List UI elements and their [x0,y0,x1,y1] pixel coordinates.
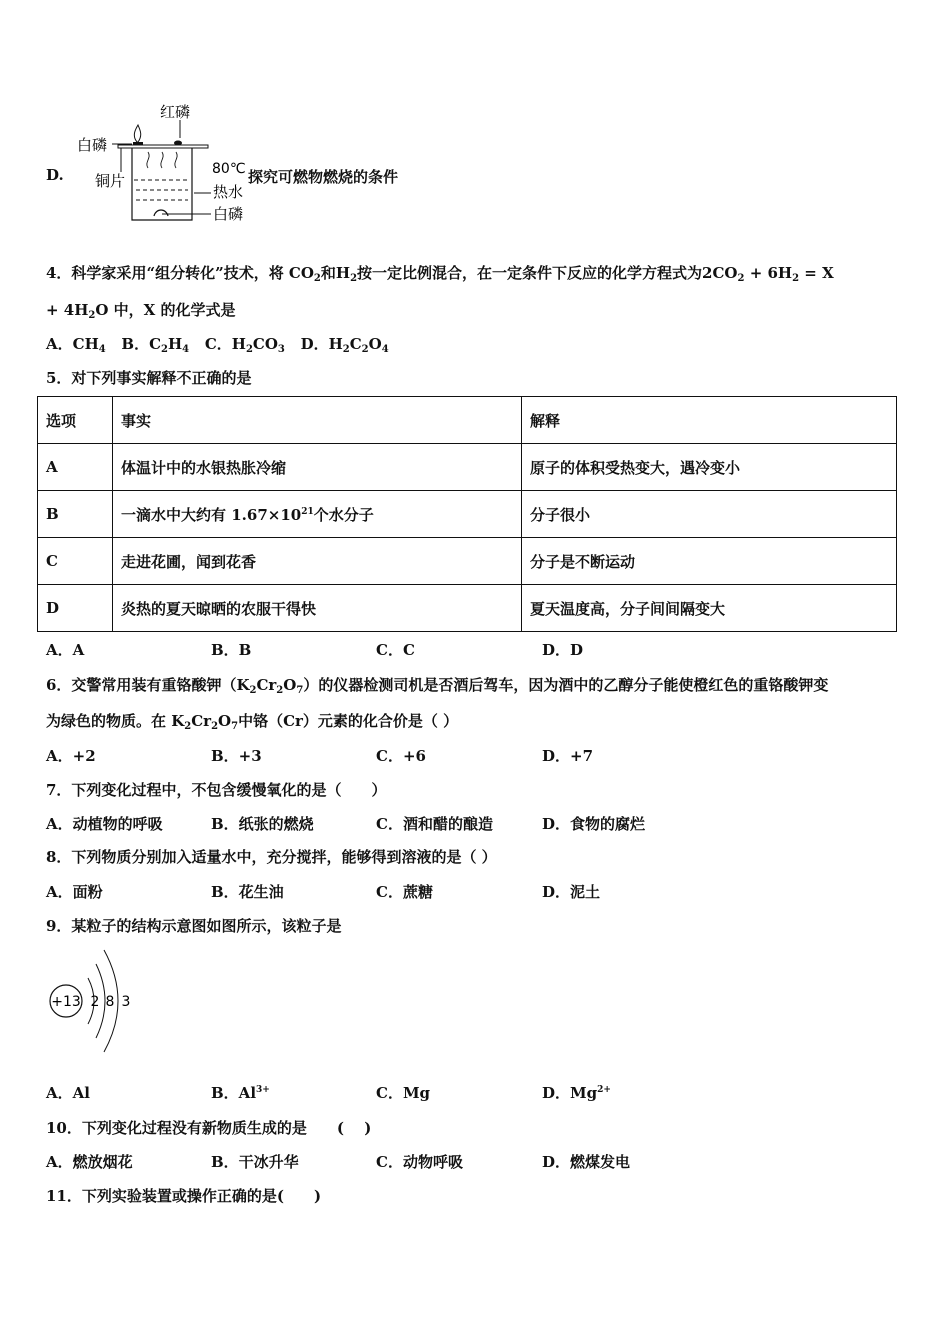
q11-stem: 11．下列实验装置或操作正确的是( ) [46,1187,322,1205]
header-fact: 事实 [113,397,522,444]
q5-option-d[interactable]: D．D [542,641,584,659]
header-option: 选项 [38,397,113,444]
table-header-row [38,397,897,444]
label-temperature: 80℃ [212,161,246,177]
row-fact: 体温计中的水银热胀冷缩 [113,444,522,491]
table-row [38,444,897,491]
flame-icon [134,125,140,142]
q9-stem: 9．某粒子的结构示意图如图所示，该粒子是 [46,917,342,935]
nucleus-charge: +13 [51,994,81,1010]
q10-option-b[interactable]: B．干冰升华 [211,1153,299,1171]
steam-1 [147,152,149,168]
q10-option-d[interactable]: D．燃煤发电 [542,1153,631,1171]
q8-stem: 8．下列物质分别加入适量水中，充分搅拌，能够得到溶液的是（ ） [46,848,497,866]
q4-option-c[interactable]: C．$H_2CO_3$ [204,335,285,355]
row-explanation: 原子的体积受热变大，遇冷变小 [522,444,897,491]
q10-option-c[interactable]: C．动物呼吸 [376,1153,463,1171]
row-explanation: 分子是不断运动 [522,538,897,585]
q5-option-c[interactable]: C．C [376,641,415,659]
copper-sheet [118,145,208,148]
q4-stem-line2: + $4H_2O$ 中，X 的化学式是 [46,301,236,321]
q3-option-d-caption: 探究可燃物燃烧的条件 [248,168,399,186]
label-red-phosphorus: 红磷 [160,103,191,121]
q9-option-a[interactable]: A．Al [46,1084,90,1102]
q3-option-d-label: D. [46,166,64,184]
q6-option-a[interactable]: A．+2 [46,747,96,765]
q9-option-d[interactable]: D．$Mg^{2+}$ [542,1084,611,1102]
q8-option-a[interactable]: A．面粉 [46,883,103,901]
q4-option-a[interactable]: A．$CH_4$ [46,335,106,355]
shell-count-1: 2 [90,994,100,1010]
q7-option-c[interactable]: C．酒和醋的酿造 [376,815,493,833]
q10-stem: 10．下列变化过程没有新物质生成的是 ( ) [46,1119,372,1137]
underwater-phosphorus [154,210,168,216]
row-option: B [38,491,113,538]
shell-count-2: 8 [105,994,115,1010]
table-row [38,538,897,585]
row-explanation: 分子很小 [522,491,897,538]
row-option: D [38,585,113,632]
row-fact: 一滴水中大约有 $1.67\times 10^{21}$个水分子 [113,491,522,538]
q4-option-d[interactable]: D．$H_2C_2O_4$ [300,335,389,355]
table-row [38,585,897,632]
q7-option-a[interactable]: A．动植物的呼吸 [46,815,163,833]
q7-option-d[interactable]: D．食物的腐烂 [542,815,646,833]
q9-option-c[interactable]: C．Mg [376,1084,431,1102]
atomic-structure-diagram [44,944,144,1060]
q5-option-a[interactable]: A．A [46,641,85,659]
label-hot-water: 热水 [213,183,244,201]
q6-option-b[interactable]: B．+3 [211,747,262,765]
q4-stem-line1: 4．科学家采用“组分转化”技术，将 $CO_2$和$H_2$按一定比例混合，在一定条件下反应的化学方程式为$2CO_2 + 6H_2 = X$ [46,264,834,284]
table-row [38,491,897,538]
q6-stem-line2: 为绿色的物质。在 $K_2Cr_2O_7$中铬（Cr）元素的化合价是（ ） [46,712,459,732]
q10-option-a[interactable]: A．燃放烟花 [46,1153,133,1171]
q7-option-b[interactable]: B．纸张的燃烧 [211,815,314,833]
q8-option-c[interactable]: C．蔗糖 [376,883,433,901]
label-white-phosphorus-top: 白磷 [77,136,108,154]
q9-option-b[interactable]: B．$Al^{3+}$ [211,1084,270,1102]
q5-stem: 5．对下列事实解释不正确的是 [46,369,252,387]
row-option: A [38,444,113,491]
q4-options [46,333,389,355]
label-copper-sheet: 铜片 [95,172,126,190]
q8-option-d[interactable]: D．泥土 [542,883,601,901]
row-fact: 炎热的夏天晾晒的农服干得快 [113,585,522,632]
label-white-phosphorus-bottom: 白磷 [213,205,244,223]
row-option: C [38,538,113,585]
q6-option-d[interactable]: D．+7 [542,747,594,765]
q7-stem: 7．下列变化过程中，不包含缓慢氧化的是（ ） [46,781,387,799]
q5-option-b[interactable]: B．B [211,641,252,659]
steam-2 [161,152,163,168]
q4-option-b[interactable]: B．$C_2H_4$ [121,335,190,355]
row-explanation: 夏天温度高，分子间间隔变大 [522,585,897,632]
shell-count-3: 3 [121,994,131,1010]
q5-table [37,396,897,632]
q6-option-c[interactable]: C．+6 [376,747,426,765]
combustion-apparatus-diagram [74,100,250,224]
q6-stem-line1: 6．交警常用装有重铬酸钾$(K_2Cr_2O_7)$的仪器检测司机是否酒后驾车，因为酒中的乙醇分子能使橙红色的重铬酸钾变 [46,676,829,696]
q8-option-b[interactable]: B．花生油 [211,883,284,901]
row-fact: 走进花圃，闻到花香 [113,538,522,585]
steam-3 [175,152,177,168]
header-explanation: 解释 [522,397,897,444]
